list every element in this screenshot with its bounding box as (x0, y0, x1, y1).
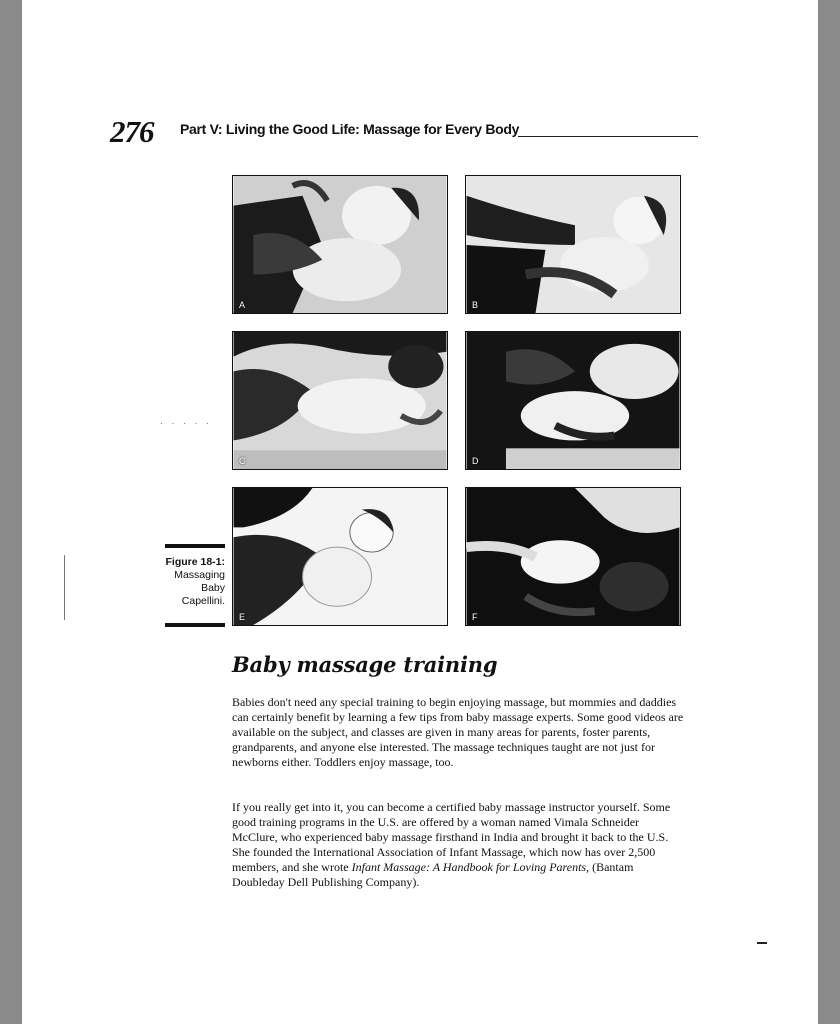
photo-d-image (466, 332, 680, 469)
photo-a-image (233, 176, 447, 313)
body-paragraph-2 (232, 800, 684, 890)
figure-photo-a (232, 175, 448, 314)
photo-e-image (233, 488, 447, 625)
photo-c-image (233, 332, 447, 469)
photo-a-label: A (239, 300, 246, 310)
header-rule (518, 136, 698, 137)
body-paragraph-1: Babies don't need any special training to begin enjoying massage, but mommies and daddies can certainly benefit by learning a few tips from baby massage experts. Some good videos are available on the subject, and classes are given in many areas for parents, foster parents, grandparents, and anyone else interested. The massage techniques taught are not just for newborns either. Toddlers enjoy massage, too. (232, 695, 684, 769)
paragraph-2-text: If you really get into it, you can become a certified baby massage instructor yourself. Some good training programs in the U.S. are offered by a woman named Vimala Schneider McClure, who experienced baby massage firsthand in India and brought it back to the U.S. She founded the International Association of Infant Massage, which now has over 2,500 members, and she wrote (232, 800, 671, 874)
figure-label: Figure 18-1: (165, 556, 225, 568)
figure-photo-c (232, 331, 448, 470)
photo-f-image (466, 488, 680, 625)
figure-photo-d (465, 331, 681, 470)
figure-photo-f (465, 487, 681, 626)
figure-photo-e (232, 487, 448, 626)
left-margin-rule (64, 555, 65, 620)
photo-e-label: E (239, 612, 246, 622)
caption-line-3: Capellini. (181, 595, 225, 607)
running-head: Part V: Living the Good Life: Massage for Every Body (180, 121, 520, 137)
caption-rule-top (165, 544, 225, 548)
corner-mark (757, 942, 767, 944)
decorative-dots: · · · · · (160, 418, 212, 428)
paragraph-2-publisher: (Bantam Doubleday Dell Publishing Company). (232, 860, 634, 889)
caption-rule-bottom (165, 623, 225, 627)
figure-photo-b (465, 175, 681, 314)
book-title: Infant Massage: A Handbook for Loving Parents, (351, 860, 590, 874)
page-number: 276 (110, 114, 154, 149)
page-header (110, 112, 710, 152)
photo-f-label: F (472, 612, 478, 622)
caption-line-1: Massaging (174, 569, 225, 581)
book-page (22, 0, 818, 1024)
figure-caption (152, 556, 225, 608)
photo-d-label: D (472, 456, 479, 466)
photo-b-image (466, 176, 680, 313)
caption-line-2: Baby (201, 582, 225, 594)
section-heading: Baby massage training (232, 652, 498, 677)
photo-b-label: B (472, 300, 479, 310)
photo-c-label: C (239, 456, 246, 466)
